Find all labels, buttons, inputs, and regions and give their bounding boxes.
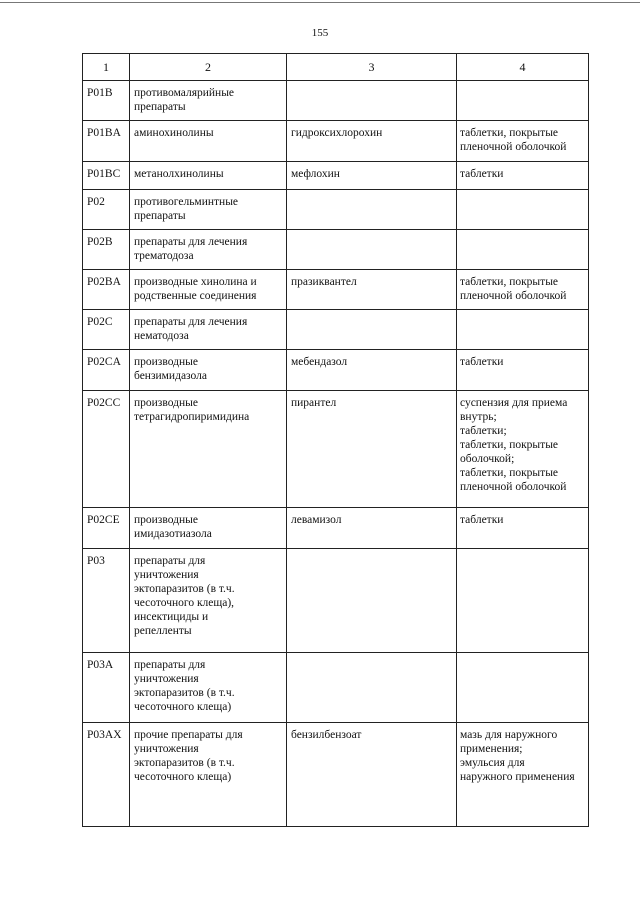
dosage-form-cell	[457, 310, 589, 350]
table-row	[83, 723, 589, 827]
atc-code-cell: P01BC	[83, 162, 130, 190]
dosage-form-cell	[457, 653, 589, 723]
drug-substance-cell	[287, 653, 457, 723]
dosage-form-cell	[457, 230, 589, 270]
drug-substance-cell: бензилбензоат	[287, 723, 457, 827]
drug-substance-cell: гидроксихлорохин	[287, 121, 457, 162]
table-row	[83, 310, 589, 350]
table-row	[83, 270, 589, 310]
table-row	[83, 508, 589, 549]
table-body	[83, 81, 589, 827]
column-header-3: 3	[287, 54, 457, 81]
drug-substance-cell: празиквантел	[287, 270, 457, 310]
dosage-form-cell: суспензия для приема внутрь; таблетки; таблетки, покрытые оболочкой; таблетки, покрытые пленочной оболочкой	[457, 391, 589, 508]
drug-substance-cell	[287, 230, 457, 270]
atc-code-cell: P02BA	[83, 270, 130, 310]
drug-substance-cell	[287, 81, 457, 121]
table-row	[83, 121, 589, 162]
column-header-4: 4	[457, 54, 589, 81]
drug-table	[82, 53, 589, 827]
drug-substance-cell	[287, 310, 457, 350]
atc-code-cell: P03	[83, 549, 130, 653]
table-row	[83, 81, 589, 121]
dosage-form-cell: таблетки, покрытые пленочной оболочкой	[457, 270, 589, 310]
table-row	[83, 549, 589, 653]
atc-code-cell: P03A	[83, 653, 130, 723]
dosage-form-cell	[457, 190, 589, 230]
pharmacological-group-cell: противогельминтные препараты	[130, 190, 287, 230]
page-number: 155	[311, 27, 329, 39]
table-row	[83, 230, 589, 270]
drug-substance-cell: мебендазол	[287, 350, 457, 391]
atc-code-cell: P02CA	[83, 350, 130, 391]
column-header-2: 2	[130, 54, 287, 81]
pharmacological-group-cell: производные имидазотиазола	[130, 508, 287, 549]
dosage-form-cell: таблетки	[457, 350, 589, 391]
atc-code-cell: P02B	[83, 230, 130, 270]
column-header-1: 1	[83, 54, 130, 81]
dosage-form-cell: таблетки, покрытые пленочной оболочкой	[457, 121, 589, 162]
pharmacological-group-cell: препараты для лечения нематодоза	[130, 310, 287, 350]
table-row	[83, 391, 589, 508]
dosage-form-cell	[457, 549, 589, 653]
drug-substance-cell: пирантел	[287, 391, 457, 508]
atc-code-cell: P02CC	[83, 391, 130, 508]
drug-substance-cell: левамизол	[287, 508, 457, 549]
pharmacological-group-cell: производные хинолина и родственные соединения	[130, 270, 287, 310]
atc-code-cell: P01B	[83, 81, 130, 121]
table-row	[83, 190, 589, 230]
atc-code-cell: P03AX	[83, 723, 130, 827]
drug-substance-cell: мефлохин	[287, 162, 457, 190]
pharmacological-group-cell: препараты для уничтожения эктопаразитов (в т.ч. чесоточного клеща)	[130, 653, 287, 723]
table-row	[83, 350, 589, 391]
dosage-form-cell: таблетки	[457, 508, 589, 549]
pharmacological-group-cell: прочие препараты для уничтожения эктопаразитов (в т.ч. чесоточного клеща)	[130, 723, 287, 827]
pharmacological-group-cell: препараты для уничтожения эктопаразитов (в т.ч. чесоточного клеща), инсектициды и репелленты	[130, 549, 287, 653]
dosage-form-cell: таблетки	[457, 162, 589, 190]
pharmacological-group-cell: метанолхинолины	[130, 162, 287, 190]
pharmacological-group-cell: препараты для лечения трематодоза	[130, 230, 287, 270]
table-header-row	[83, 54, 589, 81]
atc-code-cell: P02	[83, 190, 130, 230]
pharmacological-group-cell: производные тетрагидропиримидина	[130, 391, 287, 508]
top-rule	[0, 2, 640, 3]
drug-substance-cell	[287, 190, 457, 230]
atc-code-cell: P02CE	[83, 508, 130, 549]
drug-substance-cell	[287, 549, 457, 653]
pharmacological-group-cell: аминохинолины	[130, 121, 287, 162]
table-row	[83, 653, 589, 723]
dosage-form-cell	[457, 81, 589, 121]
pharmacological-group-cell: противомалярийные препараты	[130, 81, 287, 121]
table-row	[83, 162, 589, 190]
atc-code-cell: P02C	[83, 310, 130, 350]
pharmacological-group-cell: производные бензимидазола	[130, 350, 287, 391]
dosage-form-cell: мазь для наружного применения; эмульсия для наружного применения	[457, 723, 589, 827]
atc-code-cell: P01BA	[83, 121, 130, 162]
